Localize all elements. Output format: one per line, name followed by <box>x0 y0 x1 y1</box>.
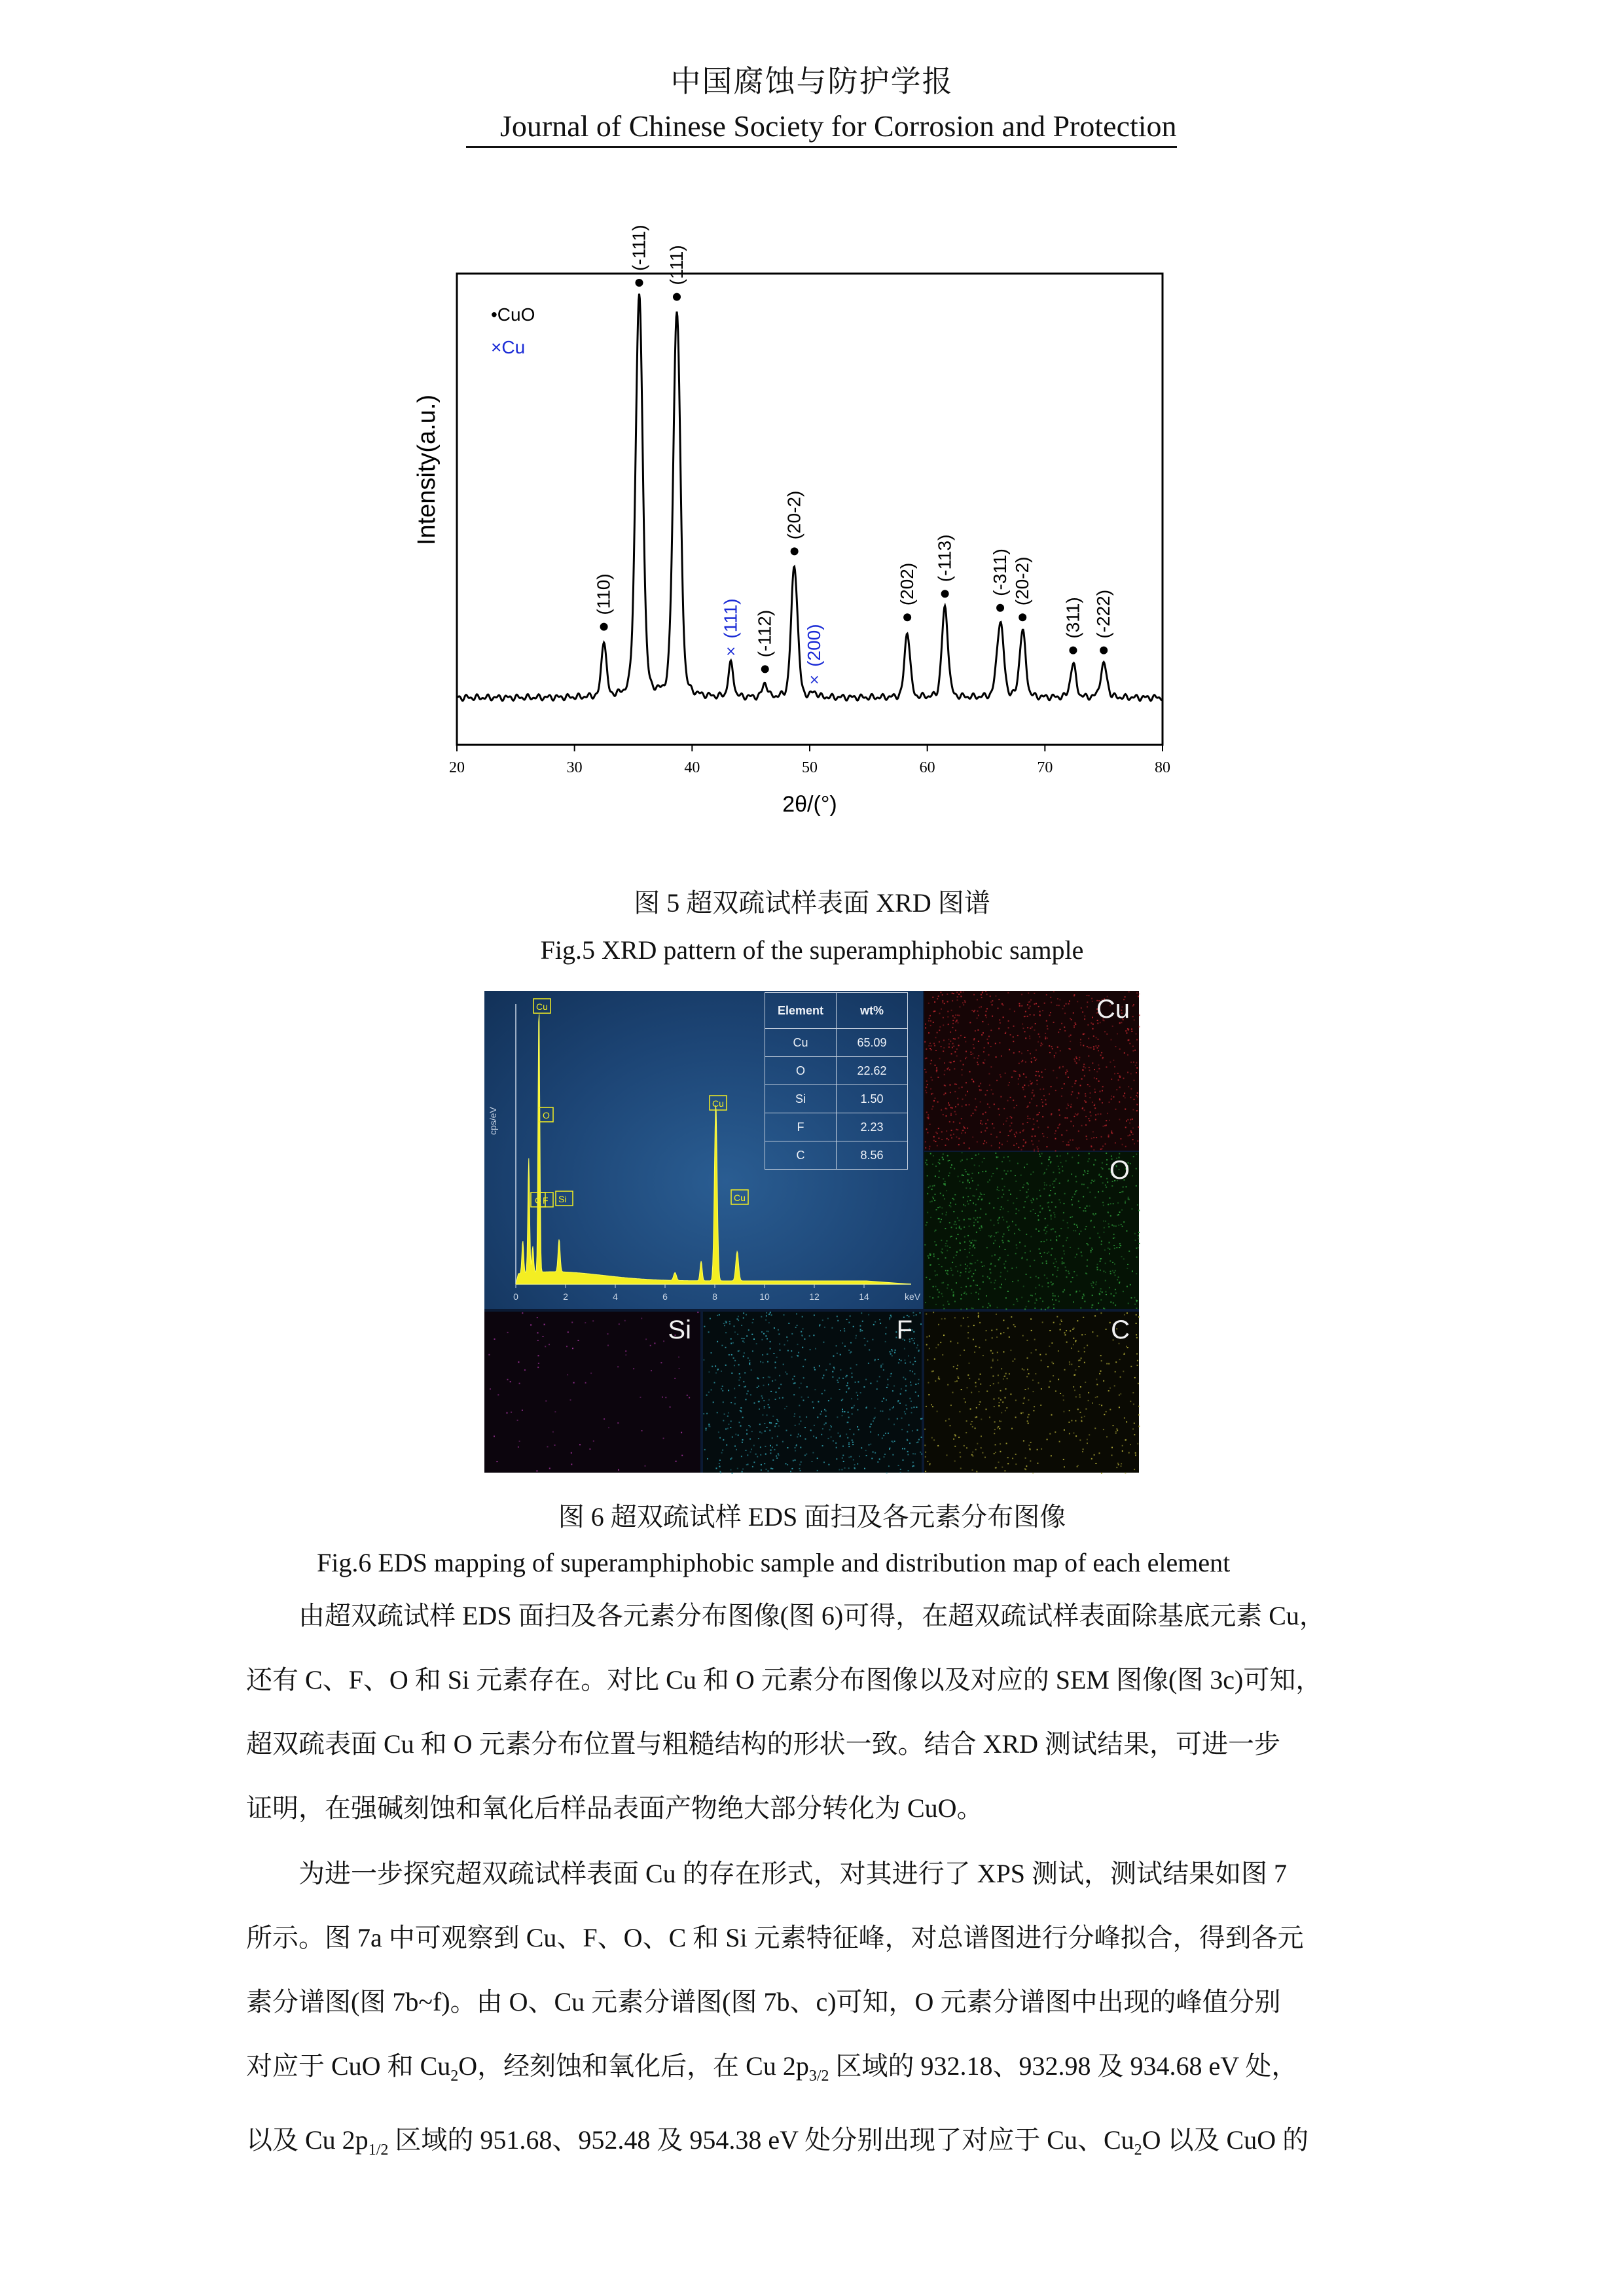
eds-x-tick-label: 12 <box>809 1291 820 1302</box>
eds-peak-label: Cu <box>536 1001 548 1012</box>
table-row <box>765 1141 908 1170</box>
eds-cell: 2.23 <box>837 1113 908 1141</box>
eds-cell: Cu <box>765 1029 837 1057</box>
peak-label: (-311) <box>990 548 1011 596</box>
peak-label: (-112) <box>754 609 775 658</box>
x-tick-label: 30 <box>566 759 583 776</box>
eds-cell: 22.62 <box>837 1057 908 1085</box>
eds-y-label: cps/eV <box>488 1107 498 1135</box>
eds-spectrum-panel <box>484 991 923 1309</box>
cuo-marker <box>1019 613 1026 621</box>
y-axis-label: Intensity(a.u.) <box>413 394 441 546</box>
eds-cell: 8.56 <box>837 1141 908 1170</box>
cuo-marker <box>791 547 799 555</box>
eds-x-unit: keV <box>905 1291 921 1302</box>
journal-title-cn: 中国腐蚀与防护学报 <box>670 63 954 99</box>
eds-cell: F <box>765 1113 837 1141</box>
eds-peak-label: F <box>543 1195 549 1206</box>
element-map-label: C <box>1111 1316 1130 1344</box>
text-line: 为进一步探究超双疏试样表面 Cu 的存在形式，对其进行了 XPS 测试，测试结果如图 7 <box>298 1859 1288 1888</box>
peak-label: (110) <box>593 573 614 615</box>
eds-x-tick-label: 14 <box>859 1291 869 1302</box>
eds-x-tick-label: 0 <box>513 1291 518 1302</box>
cu-marker: × <box>808 671 820 687</box>
x-tick-label: 20 <box>449 759 465 776</box>
journal-title-en: Journal of Chinese Society for Corrosion and Protection <box>466 109 1177 148</box>
eds-peak-label: C <box>535 1195 542 1206</box>
cuo-marker <box>635 279 643 287</box>
element-map-c <box>924 1312 1139 1473</box>
text-line: 证明，在强碱刻蚀和氧化后样品表面产物绝大部分转化为 CuO。 <box>246 1793 983 1823</box>
eds-cell: 1.50 <box>837 1085 908 1113</box>
eds-cell: C <box>765 1141 837 1170</box>
eds-x-tick-label: 2 <box>563 1291 568 1302</box>
legend-entry: •CuO <box>491 304 535 325</box>
element-map-o <box>924 1152 1139 1309</box>
text-line: 由超双疏试样 EDS 面扫及各元素分布图像(图 6)可得，在超双疏试样表面除基底元素 Cu， <box>298 1601 1326 1630</box>
element-map-si <box>484 1312 700 1473</box>
x-axis-label: 2θ/(°) <box>782 792 837 817</box>
x-tick-label: 50 <box>802 759 818 776</box>
eds-table-header-element: Element <box>765 993 837 1029</box>
eds-x-tick-label: 6 <box>662 1291 668 1302</box>
cuo-marker <box>996 604 1004 612</box>
element-map-dots <box>924 1152 1139 1309</box>
table-row <box>765 1085 908 1113</box>
cuo-marker <box>600 623 608 631</box>
figure6-caption-en: Fig.6 EDS mapping of superamphiphobic sample and distribution map of each element <box>317 1548 1231 1577</box>
figure5-caption-cn: 图 5 超双疏试样表面 XRD 图谱 <box>634 888 990 918</box>
peak-label: (-111) <box>628 224 649 271</box>
text-line: 还有 C、F、O 和 Si 元素存在。对比 Cu 和 O 元素分布图像以及对应的 SEM 图像(图 3c)可知， <box>246 1665 1322 1695</box>
element-map-label: F <box>896 1316 912 1344</box>
peak-label: (311) <box>1062 597 1083 639</box>
text-line: 对应于 CuO 和 $Cu_2O$，经刻蚀和氧化后，在 Cu $2p_{3/2}$ 区域的 932.18、932.98 及 934.68 eV 处， <box>246 2051 1298 2085</box>
eds-figure <box>484 991 1139 1473</box>
figure6-caption-cn: 图 6 超双疏试样 EDS 面扫及各元素分布图像 <box>558 1502 1066 1532</box>
eds-cell: 65.09 <box>837 1029 908 1057</box>
cuo-marker <box>1100 647 1108 655</box>
text-line: 素分谱图(图 7b~f)。由 O、Cu 元素分谱图(图 7b、c)可知，O 元素分谱图中出现的峰值分别 <box>246 1987 1281 2017</box>
element-map-label: Si <box>668 1316 691 1344</box>
element-map-dots <box>703 1312 922 1473</box>
text-line: 以及 Cu $2p_{1/2}$ 区域的 951.68、952.48 及 954.38 eV 处分别出现了对应于 Cu、$Cu_2O$ 以及 CuO 的 <box>246 2125 1309 2159</box>
peak-label: (-222) <box>1093 589 1114 639</box>
eds-x-tick-label: 4 <box>613 1291 618 1302</box>
peak-label: (-113) <box>934 534 955 583</box>
eds-peak-label: Cu <box>712 1098 724 1109</box>
eds-peak-label: Si <box>558 1194 567 1204</box>
eds-x-tick-label: 10 <box>759 1291 770 1302</box>
text-line: 所示。图 7a 中可观察到 Cu、F、O、C 和 Si 元素特征峰，对总谱图进行分峰拟合，得到各元 <box>246 1923 1304 1952</box>
cuo-marker <box>1069 647 1077 655</box>
element-map-f <box>703 1312 922 1473</box>
peak-label: (20-2) <box>784 490 804 540</box>
legend-entry: ×Cu <box>491 337 526 357</box>
peak-label: (200) <box>804 624 825 667</box>
cuo-marker <box>673 293 681 301</box>
element-map-cu <box>924 991 1139 1151</box>
eds-x-tick-label: 8 <box>712 1291 717 1302</box>
x-tick-label: 70 <box>1037 759 1053 776</box>
element-map-dots <box>924 1312 1139 1473</box>
element-map-label: Cu <box>1096 995 1130 1024</box>
table-row <box>765 1113 908 1141</box>
figure5-caption-en: Fig.5 XRD pattern of the superamphiphobic sample <box>540 935 1084 965</box>
table-row <box>765 1029 908 1057</box>
peak-label: (202) <box>897 562 918 606</box>
cuo-marker <box>941 590 949 598</box>
table-row <box>765 1057 908 1085</box>
eds-cell: O <box>765 1057 837 1085</box>
body-paragraph-2 <box>246 1842 1377 2182</box>
x-tick-label: 60 <box>919 759 935 776</box>
text-line: 超双疏表面 Cu 和 O 元素分布位置与粗糙结构的形状一致。结合 XRD 测试结果，可进一步 <box>246 1729 1281 1759</box>
eds-table-header-wt: wt% <box>837 993 908 1029</box>
eds-table <box>765 992 908 1170</box>
cuo-marker <box>761 665 769 673</box>
eds-cell: Si <box>765 1085 837 1113</box>
cu-marker: × <box>725 643 737 659</box>
body-paragraph-1 <box>246 1584 1377 1840</box>
element-map-label: O <box>1109 1156 1130 1185</box>
cuo-marker <box>903 613 911 621</box>
peak-label: (111) <box>720 598 741 639</box>
peak-label: (20-2) <box>1012 556 1033 606</box>
xrd-chart <box>393 224 1204 844</box>
x-tick-label: 80 <box>1155 759 1170 776</box>
peak-label: (111) <box>666 245 687 285</box>
x-tick-label: 40 <box>684 759 700 776</box>
eds-peak-label: O <box>543 1110 550 1121</box>
eds-peak-label: Cu <box>734 1193 746 1203</box>
